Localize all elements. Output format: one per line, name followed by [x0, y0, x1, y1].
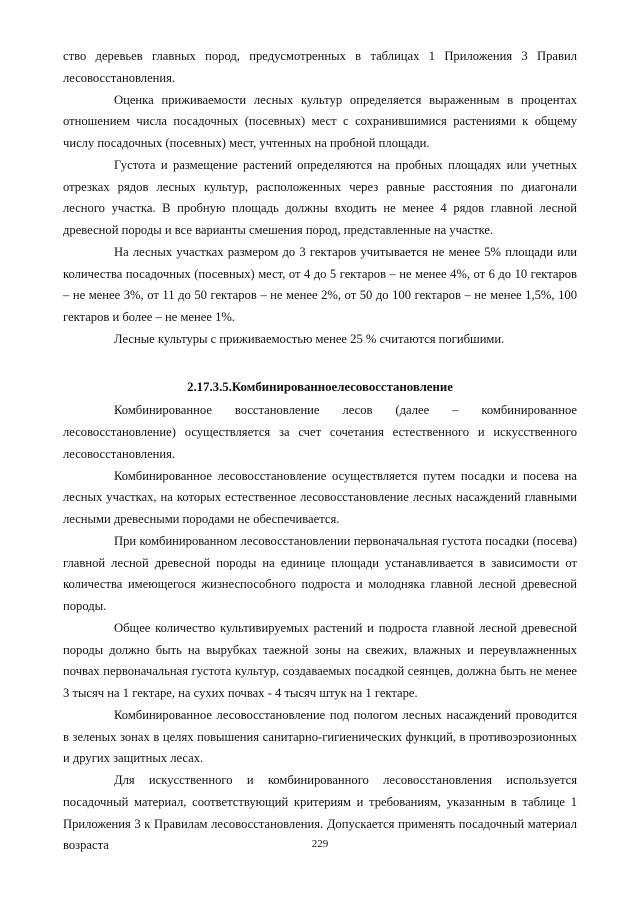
paragraph-density-placement: Густота и размещение растений определяются на пробных площадях или учетных отрезках рядов лесных культур, расположенных через равные расстояния по диагонали лесного участка. В пробную площадь должны входить не менее 4 рядов главной лесной древесной породы и все варианты смешения пород, представленные на участке. [63, 157, 577, 237]
paragraph-survival-assessment: Оценка приживаемости лесных культур определяется выраженным в процентах отношением числа посадочных (посевных) мест с сохранившимися растениями к общему числу посадочных (посевных) мест, учтенных на пробной площади. [63, 92, 577, 150]
paragraph-under-canopy: Комбинированное лесовосстановление под пологом лесных насаждений проводится в зеленых зонах в целях повышения санитарно-гигиенических функций, в противоэрозионных и других защитных лесах. [63, 707, 577, 766]
paragraph-total-plants: Общее количество культивируемых растений и подроста главной лесной древесной породы должно быть на вырубках таежной зоны на свежих, влажных и переувлажненных почвах первоначальная густота культур, создаваемых посадкой сеянцев, должна быть не менее 3 тысяч на 1 гектаре, на сухих почвах - 4 тысяч штук на 1 гектаре. [63, 620, 577, 700]
paragraph-continuation: ство деревьев главных пород, предусмотренных в таблицах 1 Приложения 3 Правил лесовосстановления. [63, 49, 577, 85]
body-text [63, 46, 577, 857]
paragraph-combined-method: Комбинированное лесовосстановление осуществляется путем посадки и посева на лесных участках, на которых естественное лесовосстановление лесных насаждений главными лесными древесными породами не обеспечивается. [63, 468, 577, 526]
page-number: 229 [311, 838, 329, 850]
paragraph-planting-material: Для искусственного и комбинированного лесовосстановления используется посадочный материал, соответствующий критериям и требованиям, указанным в таблице 1 Приложения 3 к Правилам лесовосстановления. Допускается применять посадочный материал возраста [63, 773, 577, 853]
paragraph-combined-definition: Комбинированное восстановление лесов (далее – комбинированное лесовосстановление) осуществляется за счет сочетания естественного и искусственного лесовосстановления. [63, 403, 577, 461]
paragraph-initial-density: При комбинированном лесовосстановлении первоначальная густота посадки (посева) главной лесной древесной породы на единице площади устанавливается в зависимости от количества имеющегося жизнеспособного подроста и молодняка главной лесной древесной породы. [63, 533, 577, 613]
section-heading: 2.17.3.5.Комбинированноелесовосстановление [187, 379, 453, 394]
paragraph-dead-cultures: Лесные культуры с приживаемостью менее 25 % считаются погибшими. [114, 331, 505, 346]
paragraph-sampling-rates: На лесных участках размером до 3 гектаров учитывается не менее 5% площади или количества посадочных (посевных) мест, от 4 до 5 гектаров – не менее 4%, от 6 до 10 гектаров – не менее 3%, от 11 до 50 гектаров – не менее 2%, от 50 до 100 гектаров – не менее 1,5%, 100 гектаров и более – не менее 1%. [63, 244, 577, 324]
